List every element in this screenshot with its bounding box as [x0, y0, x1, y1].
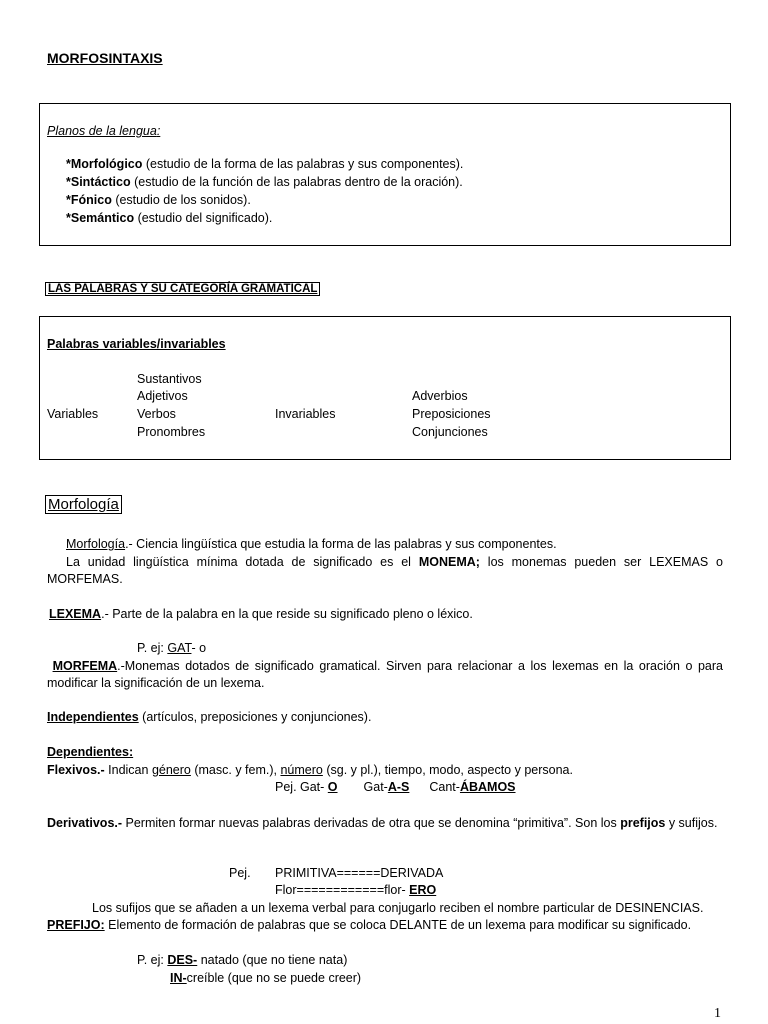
- morfema-paragraph: MORFEMA.-Monemas dotados de significado gramatical. Sirven para relacionar a los lexemas en la oración o para modificar la significación de un lexema.: [47, 659, 723, 690]
- planos-item-morfologico: *Morfológico (estudio de la forma de las palabras y sus componentes).: [66, 157, 464, 171]
- invariable-item: Conjunciones: [412, 425, 488, 439]
- planos-heading-text: Planos de la lengua: [47, 124, 157, 138]
- morfologia-heading: Morfología: [45, 495, 122, 514]
- derivativos-example-line: Flor============flor- ERO: [275, 883, 437, 897]
- variables-label: Variables: [47, 407, 99, 421]
- morfologia-definition: Morfología.- Ciencia lingüística que estudia la forma de las palabras y sus componentes.: [66, 537, 557, 551]
- variable-item: Verbos: [137, 407, 176, 421]
- prefijo-example: IN-creíble (que no se puede creer): [170, 971, 362, 985]
- planos-item-sintactico: *Sintáctico (estudio de la función de las palabras dentro de la oración).: [66, 175, 463, 189]
- derivativos-example-line: PRIMITIVA======DERIVADA: [275, 866, 444, 880]
- invariable-item: Preposiciones: [412, 407, 491, 421]
- variable-item: Adjetivos: [137, 389, 188, 403]
- page-title: MORFOSINTAXIS: [47, 50, 163, 66]
- independientes-line: Independientes (artículos, preposiciones y conjunciones).: [47, 710, 372, 724]
- lexema-example: P. ej: GAT- o: [137, 641, 207, 655]
- invariable-item: Adverbios: [412, 389, 468, 403]
- prefijo-line: PREFIJO: Elemento de formación de palabras que se coloca DELANTE de un lexema para modificar su significado.: [47, 918, 692, 932]
- invariables-label: Invariables: [275, 407, 336, 421]
- variable-item: Pronombres: [137, 425, 206, 439]
- derivativos-example-label: Pej.: [229, 866, 251, 880]
- planos-heading: Planos de la lengua:: [47, 124, 161, 138]
- lexema-definition: LEXEMA.- Parte de la palabra en la que reside su significado pleno o léxico.: [49, 607, 473, 621]
- derivativos-paragraph: Derivativos.- Permiten formar nuevas palabras derivadas de otra que se denomina “primitiva”. Son los prefijos y sufijos.: [47, 816, 718, 830]
- prefijo-example: P. ej: DES- natado (que no tiene nata): [137, 953, 348, 967]
- flexivos-line: Flexivos.- Indican género (masc. y fem.), número (sg. y pl.), tiempo, modo, aspecto y persona.: [47, 763, 573, 777]
- page-number: 1: [714, 1006, 721, 1021]
- dependientes-heading: Dependientes:: [47, 745, 134, 759]
- categorias-box-heading: Palabras variables/invariables: [47, 337, 226, 351]
- categorias-heading: LAS PALABRAS Y SU CATEGORÍA GRAMATICAL: [45, 282, 320, 296]
- planos-item-semantico: *Semántico (estudio del significado).: [66, 211, 273, 225]
- monema-paragraph: La unidad lingüística mínima dotada de significado es el MONEMA; los monemas pueden ser LEXEMAS o MORFEMAS.: [47, 555, 723, 586]
- desinencias-line: Los sufijos que se añaden a un lexema verbal para conjugarlo reciben el nombre particular de DESINENCIAS.: [92, 901, 704, 915]
- variable-item: Sustantivos: [137, 372, 202, 386]
- flexivos-examples: Pej. Gat- O Gat-A-S Cant-ÁBAMOS: [275, 780, 516, 794]
- planos-item-fonico: *Fónico (estudio de los sonidos).: [66, 193, 251, 207]
